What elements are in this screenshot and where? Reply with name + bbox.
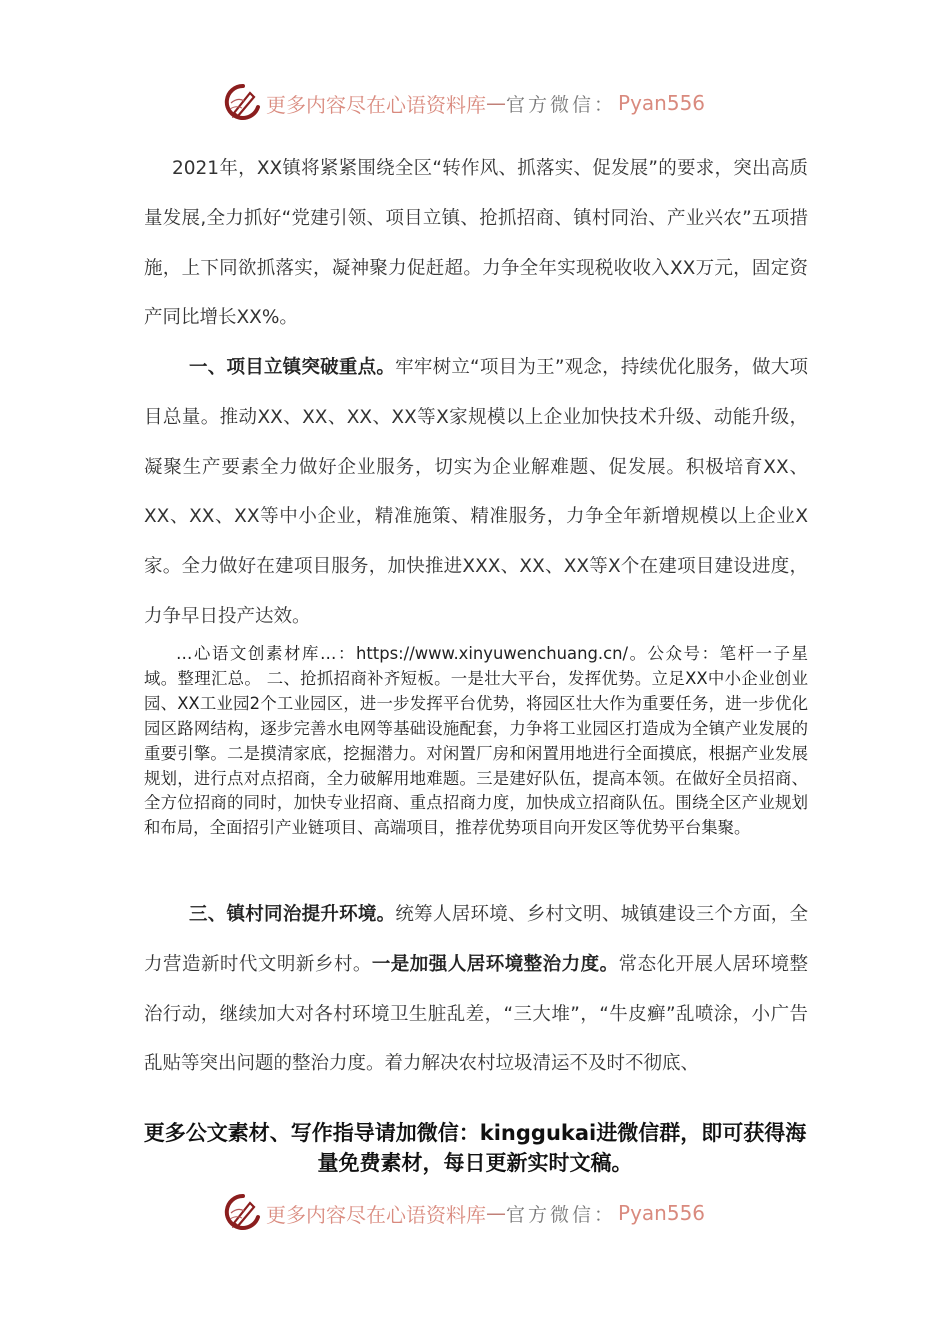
watermark-wechat-id: Pyan556	[618, 91, 706, 115]
intro-paragraph: 2021年，XX镇将紧紧围绕全区“转作风、抓落实、促发展”的要求，突出高质量发展,全力抓好“党建引领、项目立镇、抢抓招商、镇村同治、产业兴农”五项措施，上下同欲抓落实，凝神聚力促赶超。力争全年实现税收收入XX万元，固定资产同比增长XX%。	[144, 158, 808, 329]
section-3-block	[144, 890, 808, 1089]
section-3-body-b: 常态化开展人居环境整治行动，继续加大对各村环境卫生脏乱差，“三大堆”，“牛皮癣”乱喷涂，小广告乱贴等突出问题的整治力度。着力解决农村垃圾清运不及时不彻底、	[144, 953, 808, 1075]
promo-wechat-notice: 更多公文素材、写作指导请加微信：kinggukai进微信群，即可获得海量免费素材，每日更新实时文稿。	[143, 1121, 807, 1175]
section-1-paragraph	[144, 343, 808, 642]
section-1-body: 牢牢树立“项目为王”观念，持续优化服务，做大项目总量。推动XX、XX、XX、XX等X家规模以上企业加快技术升级、动能升级，凝聚生产要素全力做好企业服务，切实为企业解难题、促发展。积极培育XX、XX、XX、XX等中小企业，精准施策、精准服务，力争全年新增规模以上企业X家。全力做好在建项目服务，加快推进XXX、XX、XX等X个在建项目建设进度，力争早日投产达效。	[144, 357, 808, 627]
watermark-dash: —	[486, 91, 506, 115]
watermark-wechat-label: 官方微信：	[506, 93, 617, 116]
header-watermark-banner	[224, 81, 705, 125]
quill-pen-circle-icon	[224, 1193, 262, 1233]
watermark-library-text: 更多内容尽在心语资料库	[266, 92, 486, 117]
section-3-body-a: 统筹人居环境、乡村文明、城镇建设三个方面，全力营造新时代文明新乡村。	[144, 904, 808, 975]
section-2-paragraph: …心语文创素材库…：https://www.xinyuwenchuang.cn/。公众号：笔杆一子星域。整理汇总。 二、抢抓招商补齐短板。一是壮大平台，发挥优势。立足XX中小企业创业园、XX工业园2个工业园区，进一步发挥平台优势，将园区壮大作为重要任务，进一步优化园区路网结构，逐步完善水电网等基础设施配套，力争将工业园区打造成为全镇产业发展的重要引擎。二是摸清家底，挖掘潜力。对闲置厂房和闲置用地进行全面摸底，根据产业发展规划，进行点对点招商，全力破解用地难题。三是建好队伍，提高本领。在做好全员招商、全方位招商的同时，加快专业招商、重点招商力度，加快成立招商队伍。围绕全区产业规划和布局，全面招引产业链项目、高端项目，推荐优势项目向开发区等优势平台集聚。	[144, 644, 808, 838]
section-2-block	[144, 642, 808, 841]
section-3-paragraph	[144, 890, 808, 1089]
section-1-block	[144, 343, 808, 642]
section-3-subheading: 一是加强人居环境整治力度。	[371, 953, 619, 975]
watermark-dash: —	[486, 1201, 506, 1225]
watermark-wechat-id: Pyan556	[618, 1201, 706, 1225]
intro-paragraph-block	[144, 144, 808, 343]
section-3-heading: 三、镇村同治提升环境。	[189, 904, 396, 925]
footer-watermark-banner	[224, 1191, 705, 1235]
section-1-heading: 一、项目立镇突破重点。	[189, 357, 396, 378]
quill-pen-circle-icon	[224, 83, 262, 123]
watermark-library-text: 更多内容尽在心语资料库	[266, 1202, 486, 1227]
watermark-wechat-label: 官方微信：	[506, 1203, 617, 1226]
